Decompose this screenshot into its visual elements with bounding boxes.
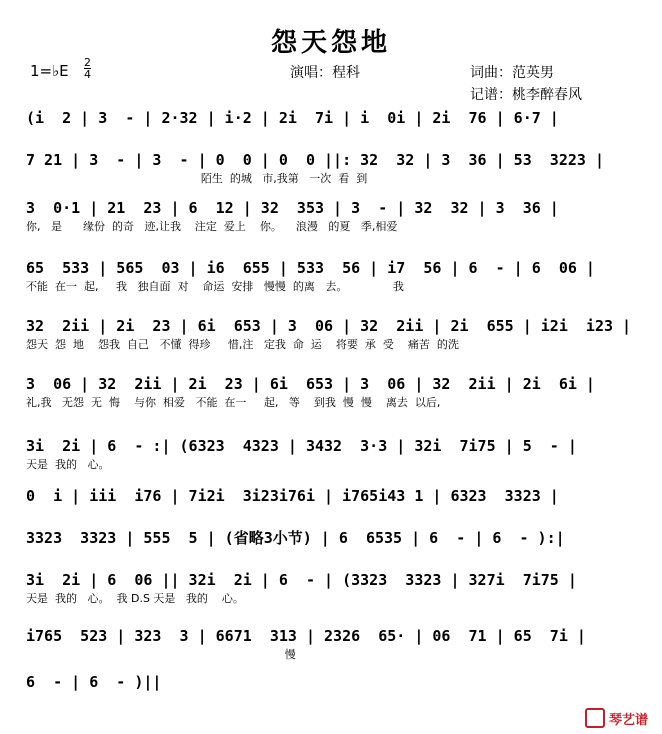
score-row — [26, 436, 636, 472]
notation-line: 3i 2i | 6 - :| (6323 4323 | 3432 3·3 | 32i 7i75 | 5 - | — [26, 437, 577, 455]
lyric-line: 不能 在一 起, 我 独自面 对 命运 安排 慢慢 的离 去。 我 — [26, 280, 404, 293]
lyric-line: 慢 — [26, 648, 296, 661]
lyric-line — [26, 130, 636, 144]
score-row — [26, 672, 636, 708]
notation-line: 3 06 | 32 2ii | 2i 23 | 6i 653 | 3 06 | 32 2ii | 2i 6i | — [26, 375, 595, 393]
lyric-line: 你, 是 缘份 的奇 迹,让我 注定 爱上 你。 浪漫 的夏 季,相爱 — [26, 220, 398, 233]
score-row — [26, 486, 636, 522]
site-logo-text: 琴艺谱 — [608, 712, 648, 728]
notation-line: 7 21 | 3 - | 3 - | 0 0 | 0 0 ||: 32 32 | 3 36 | 53 3223 | — [26, 151, 604, 169]
score-row — [26, 316, 636, 352]
score-row — [26, 626, 636, 662]
time-signature — [84, 57, 91, 80]
key-signature: 1=♭E — [30, 62, 69, 80]
notation-line: 32 2ii | 2i 23 | 6i 653 | 3 06 | 32 2ii | 2i 655 | i2i i23 | — [26, 317, 632, 335]
notation-line: 3323 3323 | 555 5 | (省略3小节) | 6 6535 | 6 - | 6 - ):| — [26, 529, 565, 547]
score-row — [26, 374, 636, 410]
song-title: 怨天怨地 — [270, 28, 391, 58]
site-logo — [585, 708, 648, 728]
notation-line: 65 533 | 565 03 | i6 655 | 533 56 | i7 56 | 6 - | 6 06 | — [26, 259, 595, 277]
meter-bottom: 4 — [84, 68, 91, 81]
transcriber-credit: 记谱：桃李醉春风 — [470, 87, 582, 103]
score-row — [26, 108, 636, 144]
lyric-line — [26, 508, 636, 522]
notation-line: 6 - | 6 - )|| — [26, 673, 162, 691]
composer-credit: 词曲：范英男 — [470, 65, 554, 81]
notation-line: (i 2 | 3 - | 2·32 | i·2 | 2i 7i | i 0i | 2i 76 | 6·7 | — [26, 109, 559, 127]
score-row — [26, 528, 636, 564]
score-row — [26, 150, 636, 186]
notation-line: 3i 2i | 6 06 || 32i 2i | 6 - | (3323 3323 | 327i 7i75 | — [26, 571, 577, 589]
notation-line: 3 0·1 | 21 23 | 6 12 | 32 353 | 3 - | 32 32 | 3 36 | — [26, 199, 559, 217]
notation-line: 0 i | iii i76 | 7i2i 3i23i76i | i765i43 1 | 6323 3323 | — [26, 487, 559, 505]
lyric-line — [26, 550, 636, 564]
lyric-line: 天是 我的 心。 — [26, 458, 110, 471]
score-row — [26, 198, 636, 234]
lyric-line: 天是 我的 心。 我 D.S 天是 我的 心。 — [26, 592, 244, 605]
meter-top: 2 — [84, 56, 91, 69]
logo-icon — [585, 708, 605, 728]
lyric-line — [26, 694, 636, 708]
lyric-line: 陌生 的城 市,我第 一次 看 到 — [26, 172, 368, 185]
singer-credit: 演唱：程科 — [290, 65, 360, 81]
notation-line: i765 523 | 323 3 | 6671 313 | 2326 65· | 06 71 | 65 7i | — [26, 627, 586, 645]
lyric-line: 礼,我 无怨 无 悔 与你 相爱 不能 在一 起, 等 到我 慢 慢 离去 以后, — [26, 396, 441, 409]
score-row — [26, 258, 636, 294]
score-row — [26, 570, 636, 606]
lyric-line: 怨天 怨 地 怨我 自己 不懂 得珍 惜,注 定我 命 运 将要 承 受 痛苦 的洗 — [26, 338, 459, 351]
